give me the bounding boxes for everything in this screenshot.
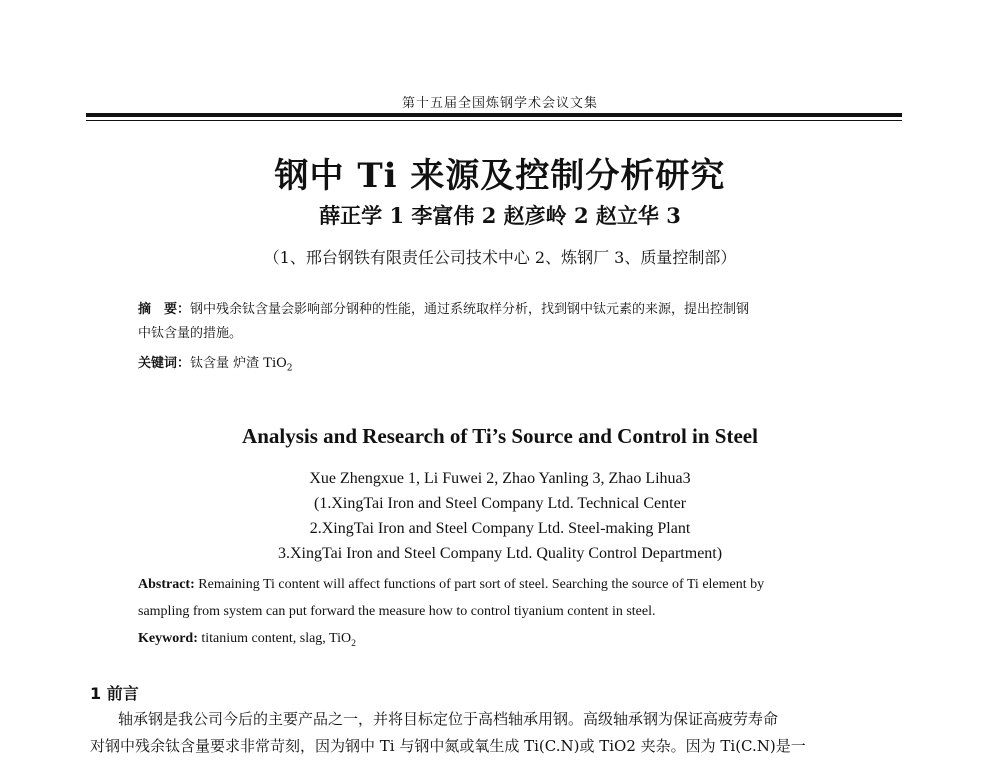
abstract-text-en-1: Remaining Ti content will affect functions of part sort of steel. Searching the source of Ti element by [194,577,765,592]
keywords-text-cn: 钛含量 炉渣 TiO [190,356,287,371]
body-text-line-2: 对钢中残余钛含量要求非常苛刻，因为钢中 Ti 与钢中氮或氧生成 Ti(C.N)或 TiO2 夹杂。因为 Ti(C.N)是一 [90,737,806,755]
authors-cn: 薛正学 1 李富伟 2 赵彦岭 2 赵立华 3 [319,203,681,228]
keywords-label-en: Keyword: [138,631,198,646]
header-rule-thin [86,120,902,121]
abstract-text-cn-1: 钢中残余钛含量会影响部分钢种的性能，通过系统取样分析，找到钢中钛元素的来源，提出控制钢 [190,302,750,317]
keywords-sub-en: 2 [351,637,357,649]
body-text-line-1: 轴承钢是我公司今后的主要产品之一，并将目标定位于高档轴承用钢。高级轴承钢为保证高疲劳寿命 [118,710,779,728]
authors-en: Xue Zhengxue 1, Li Fuwei 2, Zhao Yanling 3, Zhao Lihua3 [309,470,691,487]
keywords-en [138,629,898,654]
section-heading: 1 前言 [90,684,139,703]
abstract-text-cn-2: 中钛含量的措施。 [138,326,243,341]
abstract-cn-line-2 [138,322,868,346]
abstract-cn-line-1 [138,298,868,322]
keywords-label-cn: 关键词： [138,356,191,371]
abstract-label-cn: 摘 要： [138,302,191,317]
affiliation-en-2: 2.XingTai Iron and Steel Company Ltd. Steel-making Plant [309,520,691,537]
abstract-en-line-2 [138,602,898,622]
running-header: 第十五届全国炼钢学术会议文集 [401,96,598,111]
keywords-cn [138,352,868,381]
abstract-en-line-1 [138,575,898,595]
paper-title-en: Analysis and Research of Ti’s Source and Control in Steel [242,424,758,448]
affiliation-en-1: (1.XingTai Iron and Steel Company Ltd. Technical Center [313,495,687,512]
affiliations-cn: （1、邢台钢铁有限责任公司技术中心 2、炼钢厂 3、质量控制部） [263,248,737,267]
keywords-text-en: titanium content, slag, TiO [197,631,352,646]
keywords-sub-cn: 2 [286,363,293,374]
header-rule-thick [86,113,902,117]
abstract-label-en: Abstract: [138,577,195,592]
paper-title-cn: 钢中 Ti 来源及控制分析研究 [274,156,726,196]
affiliation-en-3: 3.XingTai Iron and Steel Company Ltd. Quality Control Department) [277,545,723,562]
abstract-text-en-2: sampling from system can put forward the measure how to control tiyanium content in steel. [138,604,656,619]
